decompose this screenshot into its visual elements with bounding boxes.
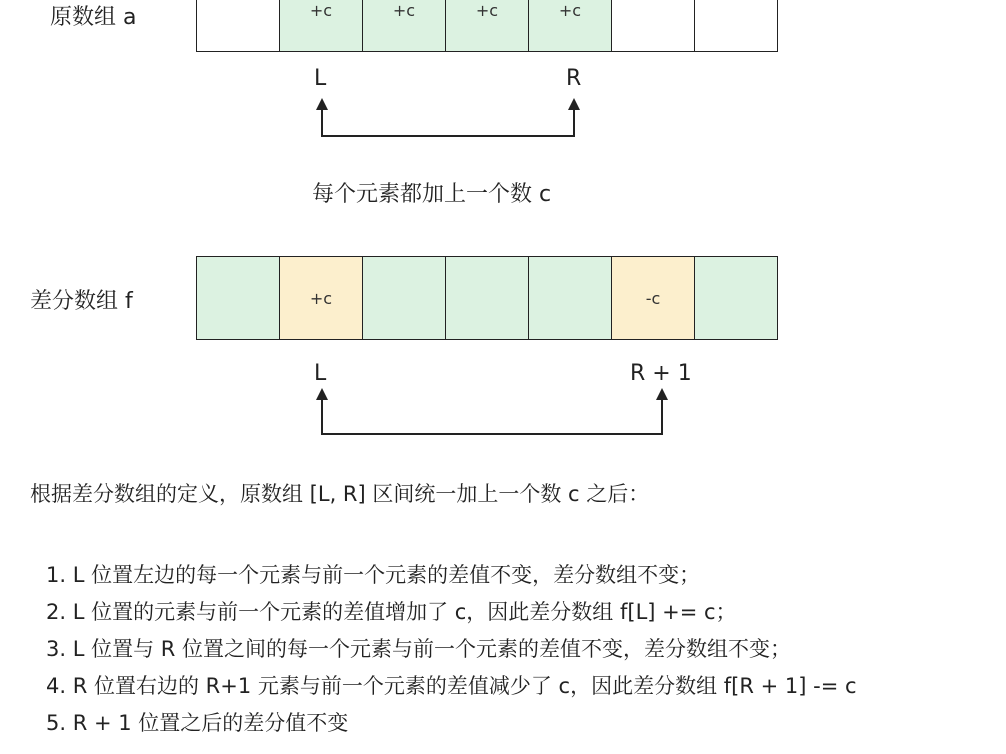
diff-cell [445, 256, 529, 340]
original-cell: +c [528, 0, 612, 52]
list-item: 3. L 位置与 R 位置之间的每一个元素与前一个元素的差值不变，差分数组不变； [46, 637, 792, 661]
original-cell: +c [279, 0, 363, 52]
diff-array-label: 差分数组 f [30, 289, 133, 314]
list-item: 5. R + 1 位置之后的差分值不变 [46, 711, 349, 735]
diff-cell [694, 256, 778, 340]
arrow-head-up [316, 388, 328, 400]
arrow-head-up [656, 388, 668, 400]
diff-left-marker: L [314, 361, 327, 386]
original-cell: +c [362, 0, 446, 52]
diff-right-marker: R + 1 [630, 361, 692, 386]
diff-cell [196, 256, 280, 340]
diff-cell [362, 256, 446, 340]
diagram-caption: 每个元素都加上一个数 c [312, 182, 552, 207]
original-array-label: 原数组 a [50, 5, 137, 30]
arrow-head-up [568, 98, 580, 110]
original-right-marker: R [566, 66, 582, 91]
diff-array [196, 256, 778, 340]
intro-paragraph: 根据差分数组的定义，原数组 [L, R] 区间统一加上一个数 c 之后： [30, 482, 650, 506]
explanation-list [46, 557, 857, 742]
arrow-head-up [316, 98, 328, 110]
list-item: 1. L 位置左边的每一个元素与前一个元素的差值不变，差分数组不变； [46, 563, 701, 587]
diff-cell: -c [611, 256, 695, 340]
list-item: 2. L 位置的元素与前一个元素的差值增加了 c，因此差分数组 f[L] += c； [46, 600, 737, 624]
diff-cell: +c [279, 256, 363, 340]
diff-cell [528, 256, 612, 340]
original-left-marker: L [314, 66, 327, 91]
list-item: 4. R 位置右边的 R+1 元素与前一个元素的差值减少了 c，因此差分数组 f[R + 1] -= c [46, 674, 857, 698]
original-cell: +c [445, 0, 529, 52]
